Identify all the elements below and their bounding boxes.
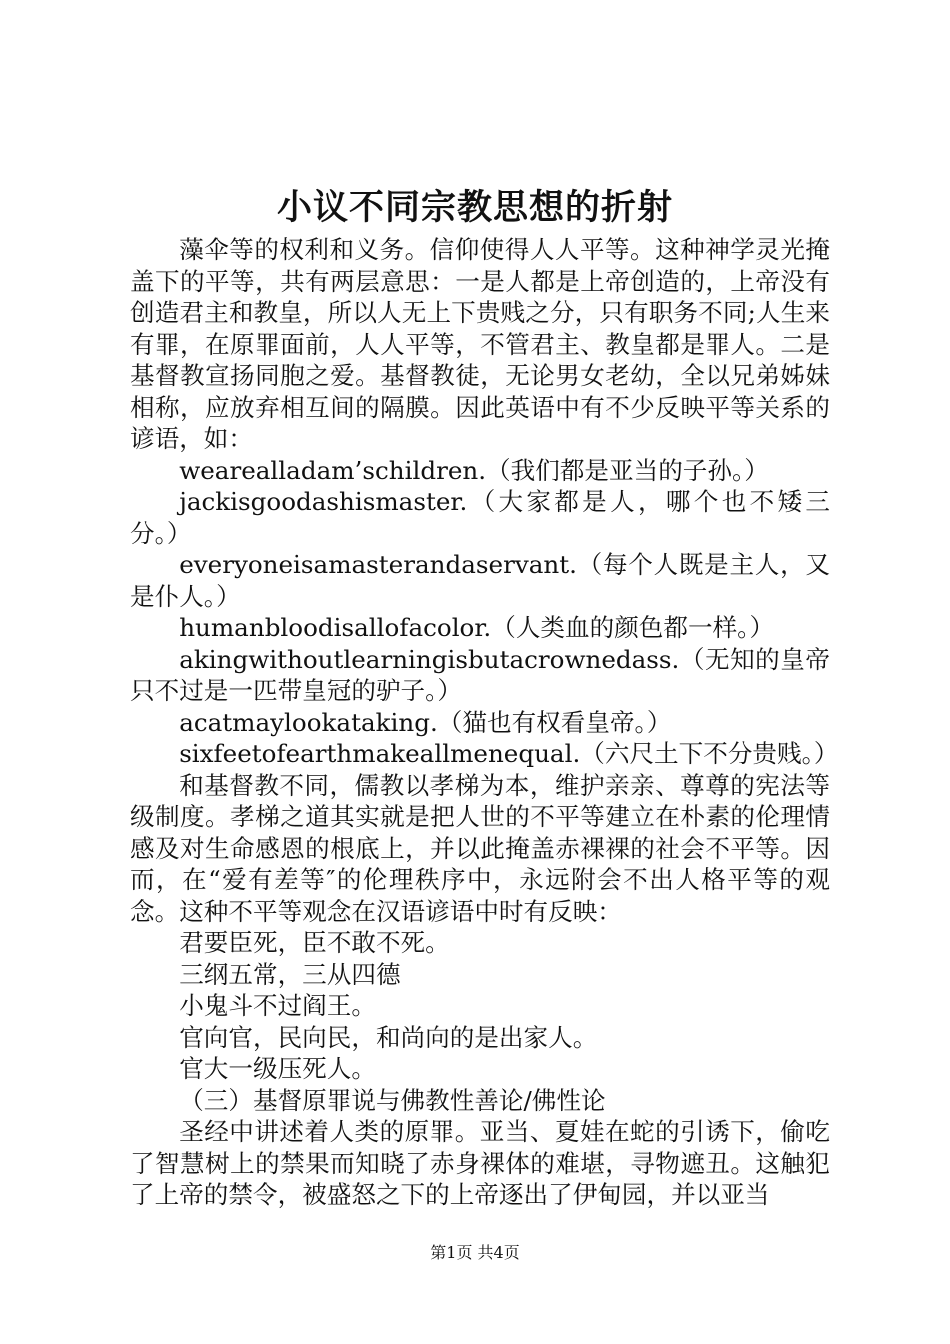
proverb-chinese: 官向官，民向民，和尚向的是出家人。: [179, 1022, 598, 1052]
proverb-english: humanbloodisallofacolor.（人类血的颜色都一样。）: [179, 613, 775, 642]
proverb-english: everyoneisamasterandaservant.（每个人既是主人，又是仆人。）: [130, 550, 830, 611]
proverb-english: wearealladam’schildren.（我们都是亚当的子孙。）: [179, 455, 769, 485]
proverb-chinese: 官大一级压死人。: [179, 1054, 376, 1083]
proverb-chinese: 小鬼斗不过阎王。: [179, 991, 376, 1020]
page-title: 小议不同宗教思想的折射: [276, 187, 673, 228]
proverb-english: jackisgoodashismaster.（大家都是人，哪个也不矮三分。）: [130, 487, 830, 548]
document-body: [130, 234, 839, 1211]
proverb-english: acatmaylookataking.（猫也有权看皇帝。）: [179, 707, 672, 737]
proverb-chinese: 君要臣死，臣不敢不死。: [179, 928, 450, 957]
section-heading: （三）基督原罪说与佛教性善论/佛性论: [179, 1085, 606, 1115]
proverb-english: sixfeetofearthmakeallmenequal.（六尺土下不分贵贱。）: [179, 739, 839, 768]
page-footer: 第1页 共4页: [430, 1243, 520, 1262]
paragraph-original-sin: 圣经中讲述着人类的原罪。亚当、夏娃在蛇的引诱下，偷吃了智慧树上的禁果而知晓了赤身裸体的难堪，寻物遮丑。这触犯了上帝的禁令，被盛怒之下的上帝逐出了伊甸园，并以亚当: [130, 1117, 830, 1209]
proverb-english: akingwithoutlearningisbutacrownedass.（无知的皇帝只不过是一匹带皇冠的驴子。）: [130, 644, 830, 705]
paragraph-confucianism: 和基督教不同，儒教以孝梯为本，维护亲亲、尊尊的宪法等级制度。孝梯之道其实就是把人世的不平等建立在朴素的伦理情感及对生命感恩的根底上，并以此掩盖赤裸裸的社会不平等。因而，在“爱有差等″的伦理秩序中，永远附会不出人格平等的观念。这种不平等观念在汉语谚语中时有反映：: [130, 770, 830, 926]
proverb-chinese: 三纲五常，三从四德: [179, 959, 401, 989]
paragraph-intro: 藻伞等的权利和义务。信仰使得人人平等。这种神学灵光掩盖下的平等，共有两层意思：一是人都是上帝创造的，上帝没有创造君主和教皇，所以人无上下贵贱之分，只有职务不同;人生来有罪，在原罪面前，人人平等，不管君主、教皇都是罪人。二是基督教宣扬同胞之爱。基督教徒，无论男女老幼，全以兄弟姊妹相称，应放弃相互间的隔膜。因此英语中有不少反映平等关系的谚语，如：: [130, 235, 830, 453]
